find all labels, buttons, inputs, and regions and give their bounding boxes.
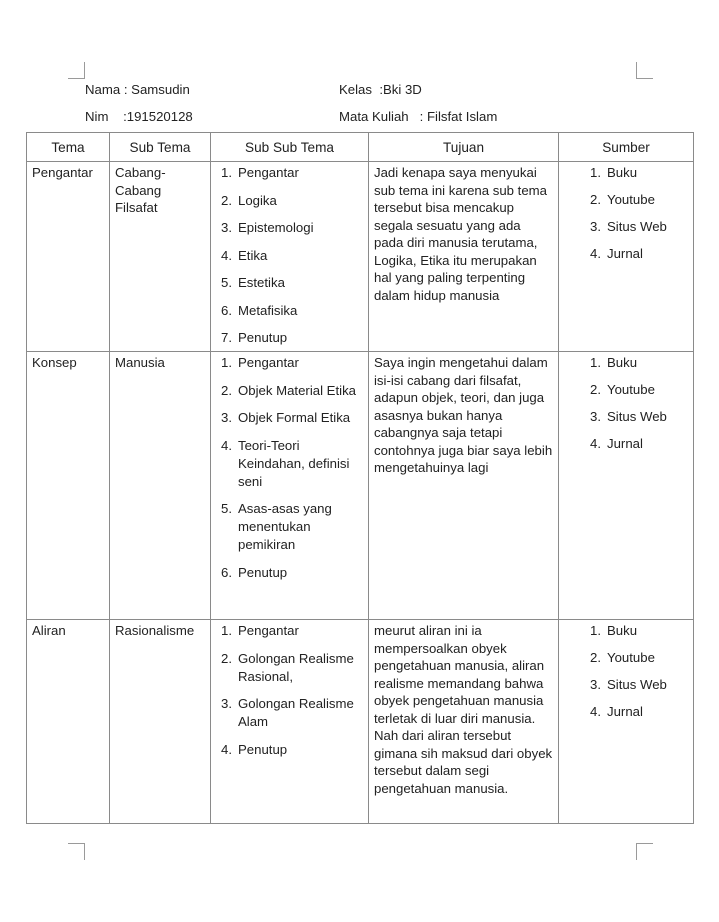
- list-item-number: 3.: [590, 409, 601, 424]
- list-item-number: 1.: [221, 165, 232, 180]
- list-item-number: 4.: [221, 741, 232, 757]
- list-item-text: Objek Material Etika: [238, 382, 356, 398]
- sumber-list: [564, 622, 688, 721]
- cell-tema: Aliran: [27, 620, 110, 824]
- list-item-number: 4.: [590, 704, 601, 719]
- list-item-number: 5.: [221, 501, 232, 516]
- list-item: [221, 622, 363, 640]
- list-item-text: Youtube: [607, 382, 655, 397]
- list-item-number: 3.: [221, 410, 232, 425]
- header-mata-kuliah: Mata Kuliah : Filsfat Islam: [339, 109, 498, 124]
- list-item-number: 6.: [221, 302, 232, 318]
- list-item: [590, 245, 688, 263]
- list-item: [590, 218, 688, 236]
- list-item: [221, 302, 363, 320]
- sumber-list: [564, 354, 688, 453]
- header-nim: Nim :191520128: [85, 109, 193, 124]
- list-item-text: Golongan Realisme Rasional,: [238, 650, 354, 684]
- list-item: [221, 219, 363, 237]
- list-item: [221, 192, 363, 210]
- list-item-number: 2.: [590, 382, 601, 397]
- list-item-number: 1.: [221, 623, 232, 638]
- list-item-number: 3.: [221, 220, 232, 235]
- list-item-number: 2.: [221, 382, 232, 398]
- list-item-text: Jurnal: [607, 436, 643, 451]
- list-item-text: Jurnal: [607, 704, 643, 719]
- list-item-text: Metafisika: [238, 302, 298, 318]
- cell-tema: Konsep: [27, 352, 110, 620]
- list-item-number: 1.: [590, 355, 601, 370]
- sub-sub-tema-list: [216, 354, 363, 582]
- cell-tujuan: Jadi kenapa saya menyukai sub tema ini karena sub tema tersebut bisa mencakup segala sesuatu yang ada pada diri manusia terutama, Logika, Etika itu merupakan hal yang paling terpenting dalam hidup manusia: [369, 162, 559, 352]
- table-row: [27, 352, 694, 620]
- list-item: [221, 382, 363, 400]
- column-header-tujuan: Tujuan: [369, 133, 559, 162]
- column-header-sub-tema: Sub Tema: [110, 133, 211, 162]
- list-item: [221, 650, 363, 686]
- list-item-number: 2.: [221, 192, 232, 208]
- page-corner-mark-top-left: [68, 62, 85, 79]
- list-item: [590, 354, 688, 372]
- cell-sub-tema: Cabang-Cabang Filsafat: [110, 162, 211, 352]
- list-item-text: Situs Web: [607, 219, 667, 234]
- cell-tujuan: Saya ingin mengetahui dalam isi-isi cabang dari filsafat, adapun objek, teori, dan juga asasnya bukan hanya cabangnya saja tetapi contohnya juga biar saya lebih mengetahuinya lagi: [369, 352, 559, 620]
- column-header-sumber: Sumber: [559, 133, 694, 162]
- list-item-number: 1.: [590, 623, 601, 638]
- list-item-text: Buku: [607, 623, 638, 638]
- list-item: [590, 408, 688, 426]
- list-item: [221, 329, 363, 347]
- list-item-number: 5.: [221, 275, 232, 290]
- cell-sumber: [559, 162, 694, 352]
- table-row: [27, 620, 694, 824]
- list-item-number: 3.: [221, 696, 232, 711]
- list-item-number: 4.: [221, 437, 232, 453]
- list-item-number: 1.: [221, 355, 232, 370]
- list-item: [221, 354, 363, 372]
- list-item-number: 2.: [221, 650, 232, 666]
- list-item-text: Youtube: [607, 650, 655, 665]
- list-item-text: Buku: [607, 355, 638, 370]
- list-item-number: 4.: [590, 436, 601, 451]
- list-item: [590, 164, 688, 182]
- list-item-text: Penutup: [238, 741, 288, 757]
- page-corner-mark-top-right: [636, 62, 653, 79]
- list-item-number: 3.: [590, 219, 601, 234]
- list-item: [221, 409, 363, 427]
- list-item-number: 2.: [590, 650, 601, 665]
- list-item-number: 1.: [590, 165, 601, 180]
- list-item: [221, 437, 363, 491]
- list-item-number: 4.: [221, 247, 232, 263]
- list-item-text: Asas-asas yang menentukan pemikiran: [238, 501, 332, 552]
- sub-sub-tema-list: [216, 164, 363, 347]
- list-item-number: 6.: [221, 564, 232, 580]
- sub-sub-tema-list: [216, 622, 363, 759]
- page-corner-mark-bottom-right: [636, 843, 653, 860]
- list-item-text: Situs Web: [607, 677, 667, 692]
- header-kelas: Kelas :Bki 3D: [339, 82, 422, 97]
- cell-sub-sub-tema: [211, 352, 369, 620]
- column-header-sub-sub-tema: Sub Sub Tema: [211, 133, 369, 162]
- syllabus-table: [26, 132, 694, 824]
- list-item: [221, 695, 363, 731]
- list-item: [590, 435, 688, 453]
- cell-sub-tema: Manusia: [110, 352, 211, 620]
- list-item: [221, 274, 363, 292]
- list-item: [590, 622, 688, 640]
- list-item-text: Buku: [607, 165, 638, 180]
- list-item-text: Youtube: [607, 192, 655, 207]
- list-item: [221, 564, 363, 582]
- cell-sub-sub-tema: [211, 620, 369, 824]
- list-item: [221, 500, 363, 554]
- list-item-number: 7.: [221, 330, 232, 345]
- list-item-number: 4.: [590, 246, 601, 261]
- cell-sub-sub-tema: [211, 162, 369, 352]
- list-item: [590, 703, 688, 721]
- list-item-text: Situs Web: [607, 409, 667, 424]
- list-item-number: 3.: [590, 677, 601, 692]
- column-header-tema: Tema: [27, 133, 110, 162]
- cell-sub-tema: Rasionalisme: [110, 620, 211, 824]
- header-nama: Nama : Samsudin: [85, 82, 190, 97]
- table-header-row: [27, 133, 694, 162]
- list-item-text: Logika: [238, 192, 277, 208]
- list-item: [221, 164, 363, 182]
- cell-sumber: [559, 620, 694, 824]
- list-item: [590, 381, 688, 399]
- list-item-text: Pengantar: [238, 623, 299, 638]
- list-item: [590, 649, 688, 667]
- cell-sumber: [559, 352, 694, 620]
- list-item: [221, 247, 363, 265]
- list-item-text: Pengantar: [238, 165, 299, 180]
- list-item: [590, 676, 688, 694]
- list-item-text: Epistemologi: [238, 220, 314, 235]
- list-item-text: Objek Formal Etika: [238, 410, 351, 425]
- sumber-list: [564, 164, 688, 263]
- list-item-text: Etika: [238, 247, 268, 263]
- list-item-text: Estetika: [238, 275, 285, 290]
- list-item: [221, 741, 363, 759]
- table-row: [27, 162, 694, 352]
- cell-tema: Pengantar: [27, 162, 110, 352]
- list-item-text: Teori-Teori Keindahan, definisi seni: [238, 437, 350, 489]
- list-item-text: Jurnal: [607, 246, 643, 261]
- page-corner-mark-bottom-left: [68, 843, 85, 860]
- list-item-number: 2.: [590, 192, 601, 207]
- list-item-text: Pengantar: [238, 355, 299, 370]
- list-item-text: Golongan Realisme Alam: [238, 696, 354, 729]
- list-item-text: Penutup: [238, 330, 288, 345]
- list-item-text: Penutup: [238, 564, 288, 580]
- cell-tujuan: meurut aliran ini ia mempersoalkan obyek pengetahuan manusia, aliran realisme memandang bahwa obyek pengetahuan manusia terletak di luar diri manusia. Nah dari aliran tersebut gimana sih maksud dari obyek tersebut dalam segi pengetahuan manusia.: [369, 620, 559, 824]
- list-item: [590, 191, 688, 209]
